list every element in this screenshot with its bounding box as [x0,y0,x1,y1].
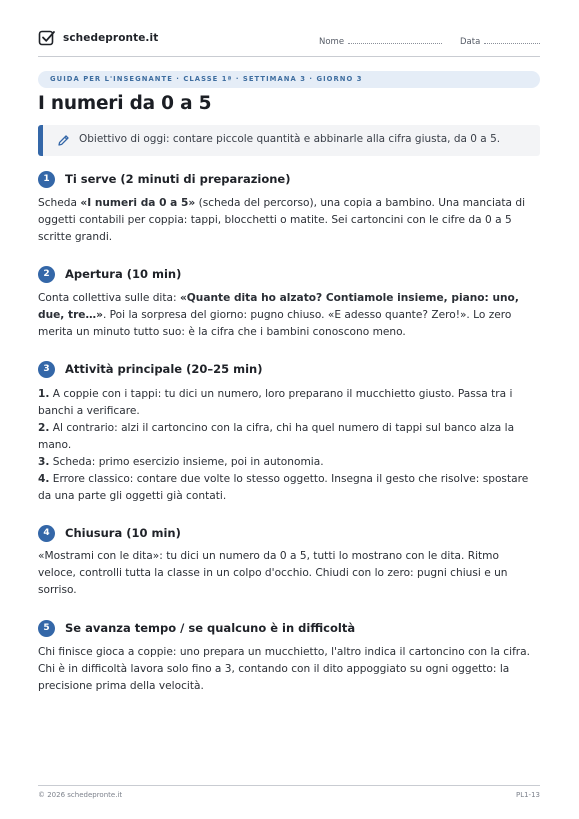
pencil-icon [57,134,70,147]
footer-code: PL1-13 [515,791,540,799]
page-title: I numeri da 0 a 5 [38,93,212,114]
para-text: Scheda [38,197,81,209]
item-number: 3. [38,456,50,468]
para-text: Conta collettiva sulle dita: [38,292,180,304]
objective-box [38,125,540,156]
section-number: 1 [38,171,55,188]
item-number: 4. [38,473,50,485]
section-title: Se avanza tempo / se qualcuno è in difficoltà [65,621,356,635]
footer-rule [38,785,540,786]
item-text: A coppie con i tappi: tu dici un numero, loro preparano il mucchietto giusto. Passa tra i banchi a verificare. [38,388,513,417]
para-bold: «Quante dita ho alzato? Contiamole insieme, piano: uno, due, tre…» [38,292,519,321]
date-label: Data [460,37,481,47]
activity-list [38,386,540,505]
brand-name: schedepronte.it [63,32,159,44]
date-line [484,35,540,44]
item-text: Al contrario: alzi il cartoncino con la cifra, chi ha quel numero di tappi sul banco alza la mano. [38,422,515,451]
name-line [348,35,442,44]
item-number: 2. [38,422,50,434]
section-paragraph [38,195,540,246]
section-title: Apertura (10 min) [65,267,182,281]
section-paragraph [38,290,540,341]
section-paragraph: «Mostrami con le dita»: tu dici un numero da 0 a 5, tutti lo mostrano con le dita. Ritmo veloce, controlli tutta la classe in un colpo d'occhio. Chiudi con lo zero: pugni chiusi e un sorriso. [38,550,508,596]
guide-badge: GUIDA PER L'INSEGNANTE · CLASSE 1ª · SETTIMANA 3 · GIORNO 3 [38,71,540,88]
section-number: 2 [38,266,55,283]
name-field [319,35,442,47]
item-text: Errore classico: contare due volte lo stesso oggetto. Insegna il gesto che risolve: spostare da una parte gli oggetti già contati. [38,473,529,502]
header-rule [38,56,540,57]
section-number: 3 [38,361,55,378]
para-text: (scheda del percorso), una copia a bambino. Una manciata di oggetti contabili per coppia: tappi, blocchetti o matite. Sei cartoncini con le cifre da 0 a 5 scritte grandi. [38,197,526,243]
date-field [460,35,540,47]
brand [38,29,158,47]
checkbox-icon [38,29,56,47]
para-bold: «I numeri da 0 a 5» [80,197,196,209]
section-number: 4 [38,525,55,542]
para-text: . Poi la sorpresa del giorno: pugno chiuso. «E adesso quante? Zero!». Lo zero merita un minuto tutto suo: è la cifra che i bambini conoscono meno. [38,309,512,338]
section-paragraph: Chi finisce gioca a coppie: uno prepara un mucchietto, l'altro indica il cartoncino con la cifra. Chi è in difficoltà lavora solo fino a 3, contando con il dito appoggiato su ogni oggetto: la precisione prima della velocità. [38,646,531,692]
item-text: Scheda: primo esercizio insieme, poi in autonomia. [49,456,324,468]
section-number: 5 [38,620,55,637]
footer-copyright: © 2026 schedepronte.it [38,791,123,799]
objective-text: Obiettivo di oggi: contare piccole quantità e abbinarle alla cifra giusta, da 0 a 5. [79,133,501,145]
item-number: 1. [38,388,50,400]
section-title: Ti serve (2 minuti di preparazione) [65,172,291,186]
section-title: Chiusura (10 min) [65,526,181,540]
name-label: Nome [319,37,345,47]
section-title: Attività principale (20–25 min) [65,362,263,376]
